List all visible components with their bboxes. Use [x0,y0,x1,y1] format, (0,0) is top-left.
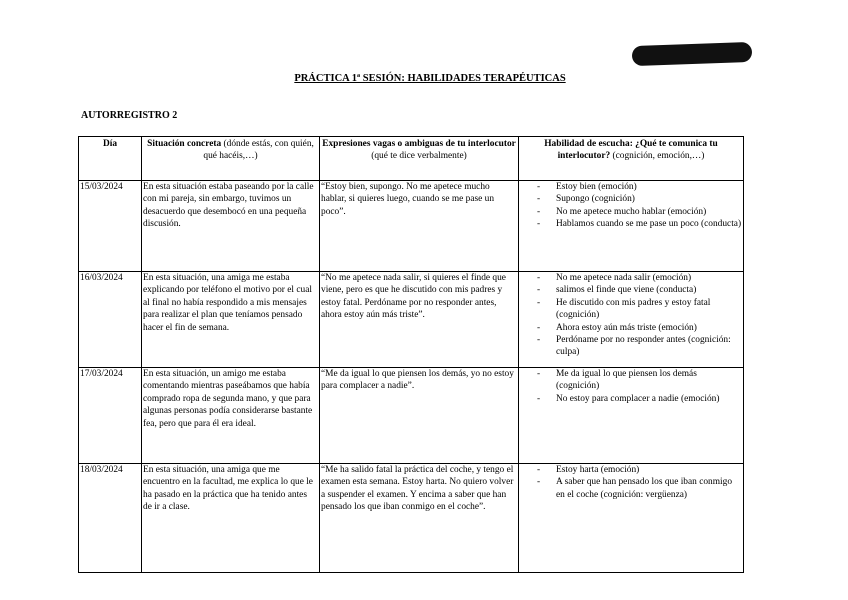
header-date: Día [79,137,142,181]
header-listening-ability: Habilidad de escucha: ¿Qué te comunica tu interlocutor? (cognición, emoción,…) [519,137,744,181]
self-record-table [78,136,744,573]
ability-item: - No estoy para complacer a nadie (emoción) [520,393,742,405]
page-title: PRÁCTICA 1ª SESIÓN: HABILIDADES TERAPÉUTICAS [294,73,566,84]
row-date: 17/03/2024 [79,368,142,464]
row-date: 16/03/2024 [79,272,142,368]
header-expressions: Expresiones vagas o ambiguas de tu interlocutor (qué te dice verbalmente) [320,137,519,181]
ability-item: - Ahora estoy aún más triste (emoción) [520,322,742,334]
row-abilities [519,464,744,573]
ability-item: - salimos el finde que viene (conducta) [520,284,742,296]
row-expression: “No me apetece nada salir, si quieres el finde que viene, pero es que he discutido con mis padres y estoy fatal. Perdóname por no responder antes, ahora estoy aún más triste”. [320,272,519,368]
row-expression: “Me ha salido fatal la práctica del coche, y tengo el examen esta semana. Estoy harta. No quiero volver a suspender el examen. Y encima a saber que han pensado los que iban conmigo en el coche”. [320,464,519,573]
table-row [79,272,744,368]
table-row [79,181,744,272]
table-row [79,368,744,464]
row-expression: “Estoy bien, supongo. No me apetece mucho hablar, si quieres luego, cuando se me pase un poco”. [320,181,519,272]
row-situation: En esta situación, una amiga que me encuentro en la facultad, me explica lo que le ha pasado en la práctica que ha tenido antes de ir a clase. [142,464,320,573]
ability-item: - A saber que han pensado los que iban conmigo en el coche (cognición: vergüenza) [520,476,742,501]
ability-item: - Supongo (cognición) [520,193,742,205]
ability-item: - Perdóname por no responder antes (cognición: culpa) [520,334,742,359]
header-situation: Situación concreta (dónde estás, con quién, qué hacéis,…) [142,137,320,181]
table-row [79,464,744,573]
ability-item: - He discutido con mis padres y estoy fatal (cognición) [520,297,742,322]
ability-item: - Estoy harta (emoción) [520,464,742,476]
row-situation: En esta situación, una amiga me estaba explicando por teléfono el motivo por el cual al final no había respondido a mis mensajes para realizar el plan que teníamos pensado hacer el fin de semana. [142,272,320,368]
row-date: 18/03/2024 [79,464,142,573]
row-abilities [519,272,744,368]
row-situation: En esta situación estaba paseando por la calle con mi pareja, sin embargo, tuvimos un desacuerdo que desembocó en una pequeña discusión. [142,181,320,272]
row-expression: “Me da igual lo que piensen los demás, yo no estoy para complacer a nadie”. [320,368,519,464]
ability-item: - Estoy bien (emoción) [520,181,742,193]
row-situation: En esta situación, un amigo me estaba comentando mientras paseábamos que había comprado ropa de segunda mano, y que para algunas personas podía considerarse bastante fea, pero que para él era ideal. [142,368,320,464]
row-abilities [519,181,744,272]
ability-item: - Me da igual lo que piensen los demás (cognición) [520,368,742,393]
row-date: 15/03/2024 [79,181,142,272]
ability-item: - No me apetece nada salir (emoción) [520,272,742,284]
row-abilities [519,368,744,464]
ability-item: - No me apetece mucho hablar (emoción) [520,206,742,218]
redaction-mark [632,42,753,66]
ability-item: - Hablamos cuando se me pase un poco (conducta) [520,218,742,230]
section-label: AUTORREGISTRO 2 [81,110,178,121]
table-header-row [79,137,744,181]
